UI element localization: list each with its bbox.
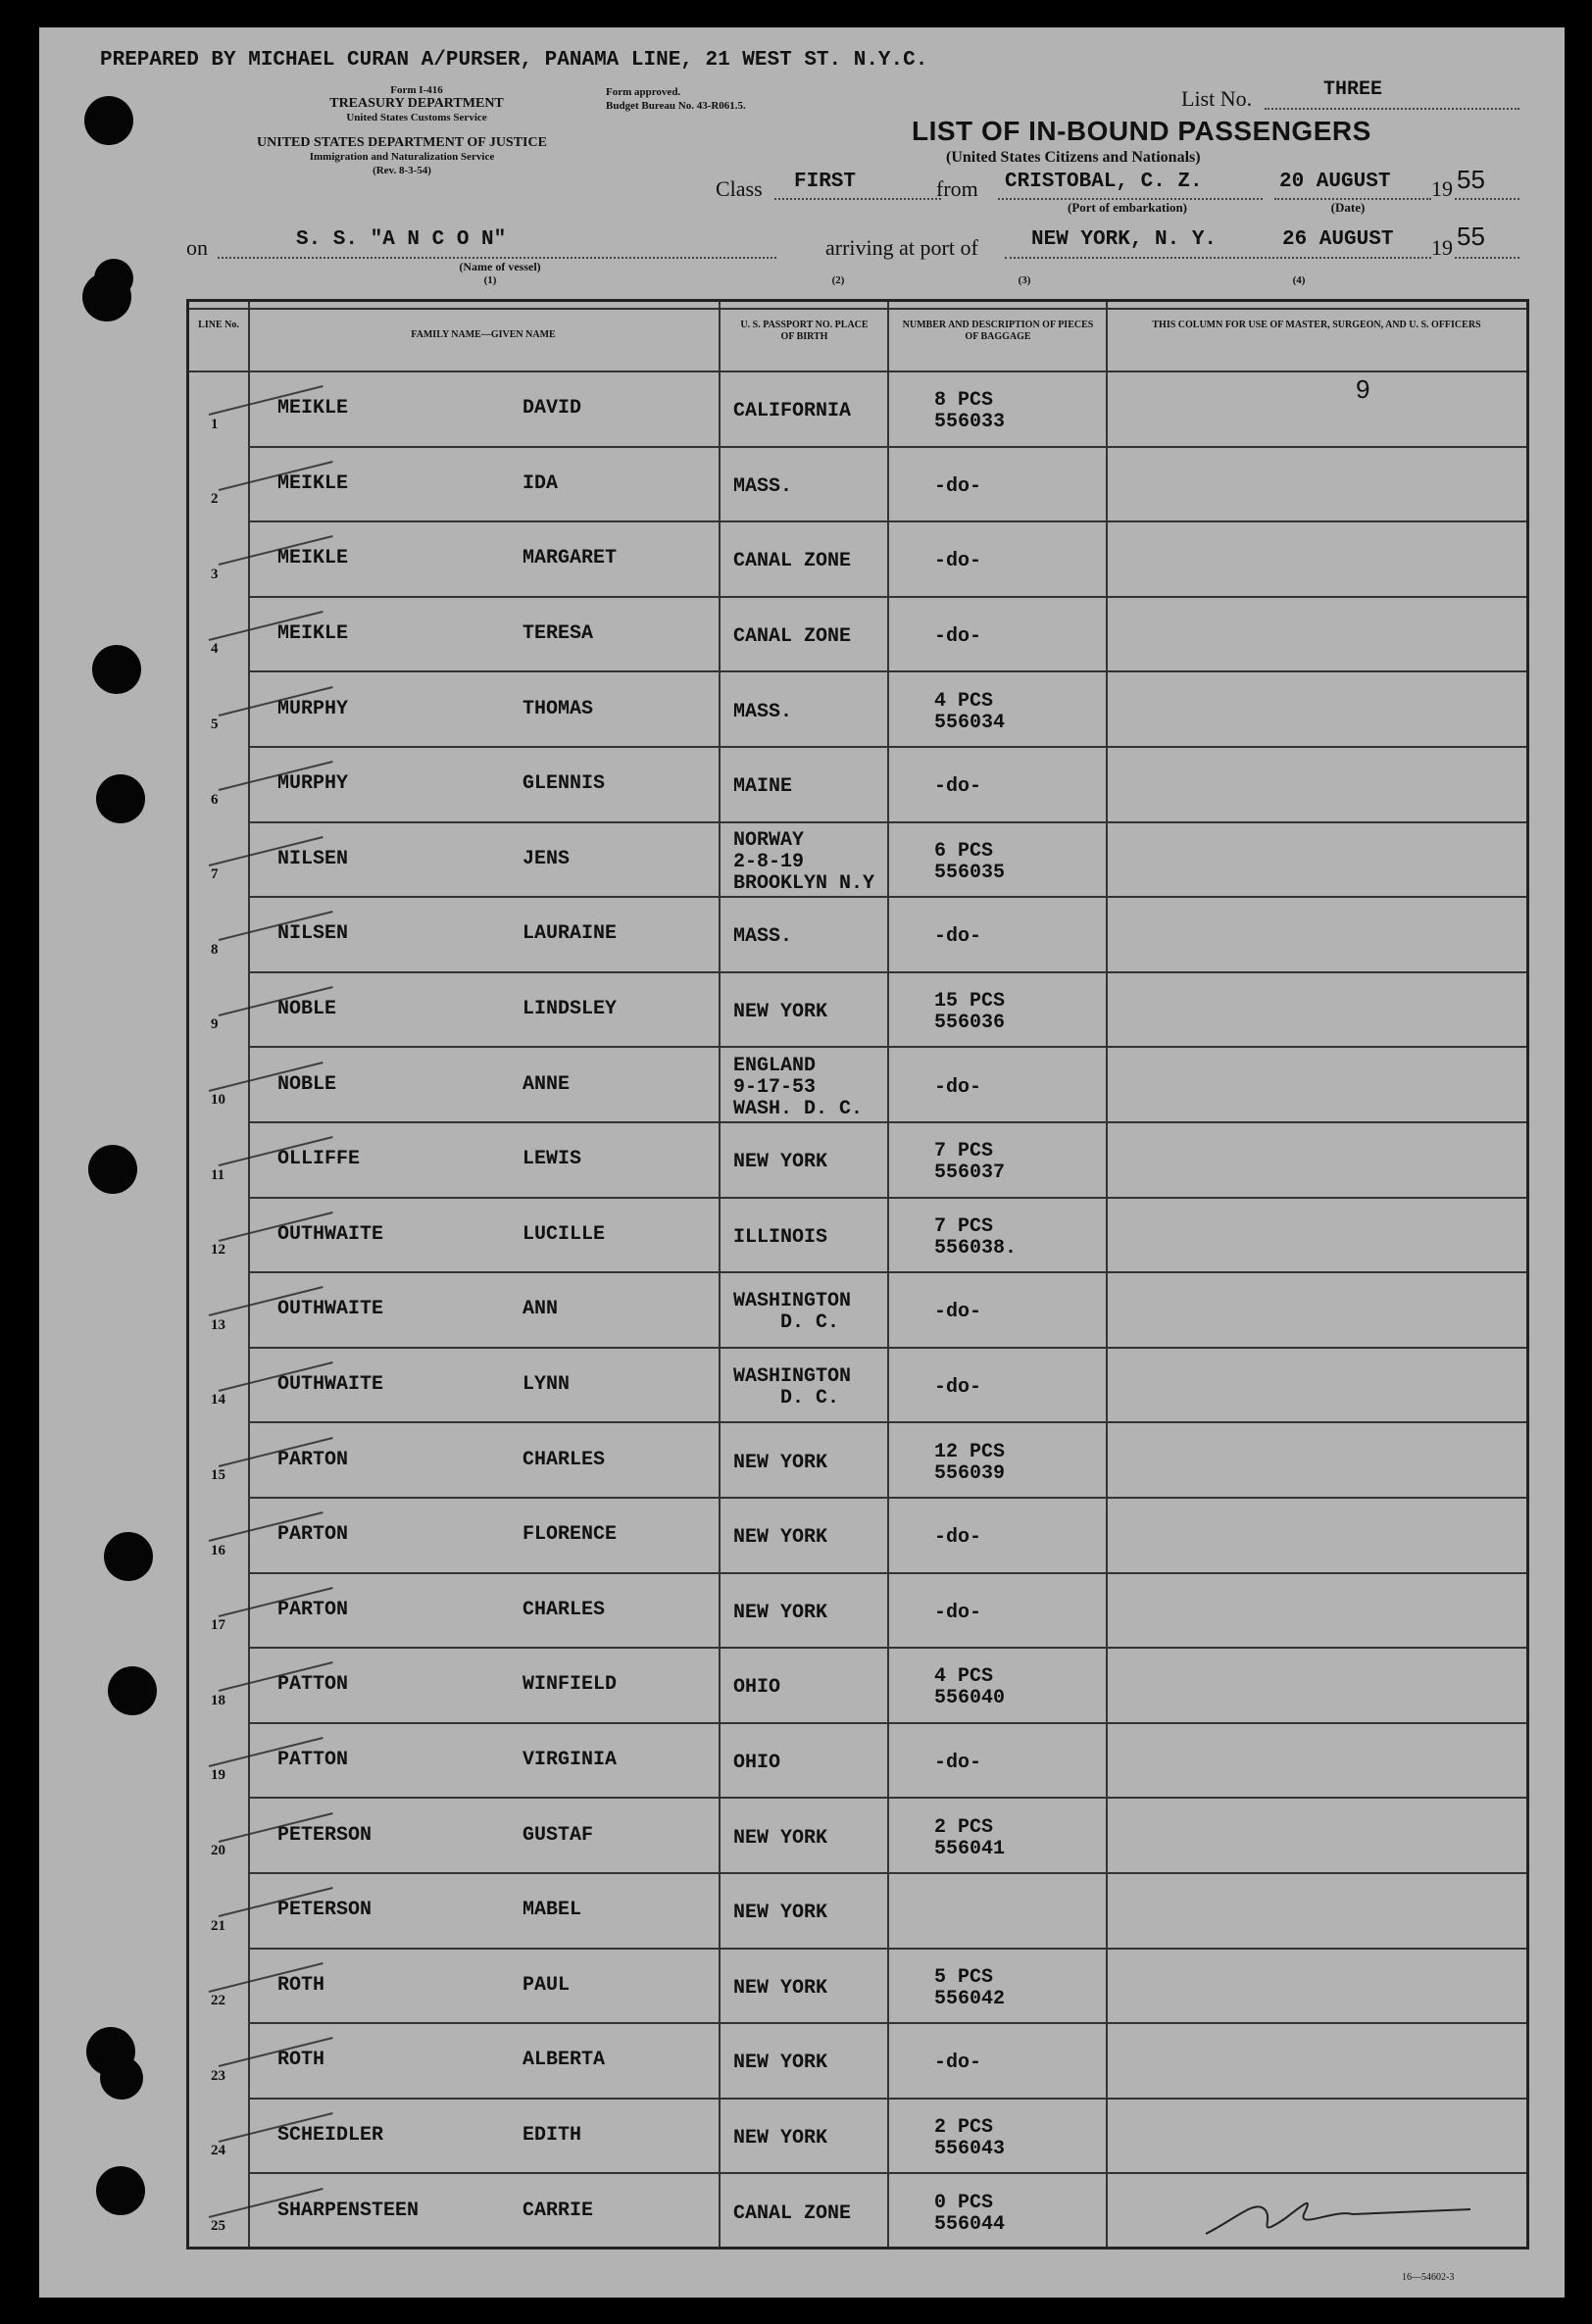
table-row: [189, 1347, 1526, 1422]
baggage-description: -do-: [934, 1601, 982, 1624]
baggage-description: -do-: [934, 1301, 982, 1324]
year-prefix-2: 19: [1431, 235, 1453, 260]
family-name: SCHEIDLER: [277, 2124, 384, 2148]
punch-hole: [100, 2056, 143, 2100]
table-row: [189, 1421, 1526, 1497]
year-prefix: 19: [1431, 176, 1453, 201]
line-number: 4: [211, 641, 219, 658]
given-name: MARGARET: [522, 547, 618, 570]
given-name: EDITH: [522, 2124, 582, 2148]
table-row: [189, 1872, 1526, 1948]
arrival-date: 26 AUGUST: [1282, 228, 1394, 251]
place-of-birth: CALIFORNIA: [733, 400, 852, 423]
place-of-birth: ENGLAND 9-17-53 WASH. D. C.: [733, 1054, 864, 1120]
table-row: [189, 446, 1526, 521]
given-name: VIRGINIA: [522, 1749, 618, 1772]
given-name: PAUL: [522, 1973, 571, 1997]
baggage-description: -do-: [934, 2052, 982, 2075]
line-number: 24: [211, 2143, 225, 2159]
header-officer: THIS COLUMN FOR USE OF MASTER, SURGEON, AND U. S. OFFICERS: [1152, 320, 1481, 330]
given-name: LAURAINE: [522, 922, 618, 946]
col-num-1: (1): [483, 274, 497, 286]
baggage-description: -do-: [934, 1075, 982, 1099]
line-number: 22: [211, 1993, 225, 2009]
family-name: SHARPENSTEEN: [277, 2199, 420, 2222]
line-number: 6: [211, 791, 219, 808]
table-row: [189, 596, 1526, 671]
family-name: NOBLE: [277, 1072, 337, 1096]
place-of-birth: WASHINGTON D. C.: [733, 1290, 852, 1335]
line-number: 8: [211, 941, 219, 958]
family-name: OUTHWAITE: [277, 1373, 384, 1397]
punch-hole: [96, 774, 145, 823]
justice-department: UNITED STATES DEPARTMENT OF JUSTICE: [257, 135, 547, 150]
line-number: 16: [211, 1542, 225, 1558]
on-label: on: [186, 235, 208, 260]
arriving-label: arriving at port of: [825, 235, 978, 260]
place-of-birth: NEW YORK: [733, 2052, 828, 2075]
given-name: TERESA: [522, 622, 594, 646]
given-name: LUCILLE: [522, 1222, 606, 1246]
baggage-description: 7 PCS 556037: [934, 1140, 1006, 1185]
baggage-description: 4 PCS 556034: [934, 689, 1006, 734]
place-of-birth: CANAL ZONE: [733, 2201, 852, 2225]
baggage-description: 8 PCS 556033: [934, 389, 1006, 434]
line-number: 10: [211, 1091, 225, 1108]
line-number: 17: [211, 1617, 225, 1634]
given-name: CHARLES: [522, 1448, 606, 1471]
header-line-no: LINE No.: [198, 320, 239, 330]
class-value: FIRST: [794, 171, 857, 193]
place-of-birth: MASS.: [733, 700, 793, 723]
form-approved: Form approved.: [606, 86, 681, 98]
line-number: 5: [211, 716, 219, 732]
line-number: 9: [211, 1016, 219, 1033]
baggage-description: -do-: [934, 625, 982, 649]
table-row: [189, 1572, 1526, 1648]
place-of-birth: ILLINOIS: [733, 1225, 828, 1249]
punch-hole: [88, 1145, 137, 1194]
col-num-4: (4): [1292, 274, 1306, 286]
form-title: LIST OF IN-BOUND PASSENGERS: [912, 116, 1371, 146]
table-row: [189, 746, 1526, 821]
table-row: [189, 1271, 1526, 1347]
line-number: 14: [211, 1392, 225, 1409]
punch-hole: [108, 1666, 157, 1715]
table-row: [189, 670, 1526, 746]
place-of-birth: NEW YORK: [733, 1526, 828, 1550]
line-number: 1: [211, 416, 219, 432]
punch-hole: [96, 2166, 145, 2215]
table-row: [189, 520, 1526, 596]
line-number: 12: [211, 1242, 225, 1259]
baggage-description: -do-: [934, 775, 982, 799]
from-label: from: [936, 176, 978, 201]
port-embarkation-caption: (Port of embarkation): [1067, 200, 1188, 215]
form-code: 16—54602-3: [1402, 2272, 1455, 2283]
place-of-birth: NEW YORK: [733, 1601, 828, 1624]
line-number: 7: [211, 866, 219, 883]
col-num-2: (2): [831, 274, 845, 286]
family-name: PETERSON: [277, 1823, 373, 1847]
table-row: [189, 1121, 1526, 1197]
baggage-description: 7 PCS 556038.: [934, 1214, 1018, 1260]
line-number: 2: [211, 491, 219, 508]
place-of-birth: OHIO: [733, 1752, 781, 1775]
place-of-birth: NEW YORK: [733, 2127, 828, 2151]
family-name: OLLIFFE: [277, 1148, 361, 1171]
table-row: [189, 2022, 1526, 2098]
line-number: 3: [211, 566, 219, 582]
family-name: MURPHY: [277, 772, 349, 796]
col-num-3: (3): [1018, 274, 1031, 286]
class-label: Class: [716, 176, 763, 201]
place-of-birth: MASS.: [733, 474, 793, 498]
table-row: [189, 2098, 1526, 2173]
form-subtitle: (United States Citizens and Nationals): [946, 149, 1201, 166]
line-number: 15: [211, 1466, 225, 1483]
baggage-description: -do-: [934, 925, 982, 949]
given-name: ANNE: [522, 1072, 571, 1096]
given-name: JENS: [522, 847, 571, 870]
family-name: PATTON: [277, 1673, 349, 1697]
baggage-description: 0 PCS 556044: [934, 2191, 1006, 2236]
departure-year: 55: [1457, 165, 1485, 194]
document-page: [39, 27, 1565, 2298]
place-of-birth: OHIO: [733, 1676, 781, 1700]
place-of-birth: NEW YORK: [733, 1826, 828, 1850]
family-name: PARTON: [277, 1523, 349, 1547]
given-name: CARRIE: [522, 2199, 594, 2222]
table-row: [189, 971, 1526, 1047]
family-name: PATTON: [277, 1749, 349, 1772]
line-number: 11: [211, 1166, 225, 1183]
given-name: ALBERTA: [522, 2049, 606, 2072]
given-name: DAVID: [522, 397, 582, 420]
baggage-description: 12 PCS 556039: [934, 1440, 1006, 1485]
given-name: LINDSLEY: [522, 998, 618, 1021]
given-name: LYNN: [522, 1373, 571, 1397]
revision-date: (Rev. 8-3-54): [373, 165, 431, 176]
place-of-birth: NORWAY 2-8-19 BROOKLYN N.Y: [733, 828, 875, 895]
table-row: [189, 896, 1526, 971]
list-no-value: THREE: [1323, 78, 1383, 101]
family-name: MEIKLE: [277, 622, 349, 646]
line-number: 25: [211, 2217, 225, 2234]
header-name: FAMILY NAME—GIVEN NAME: [411, 329, 556, 340]
baggage-description: 2 PCS 556041: [934, 1815, 1006, 1860]
given-name: LEWIS: [522, 1148, 582, 1171]
vessel-name: S. S. "A N C O N": [296, 228, 507, 251]
place-of-birth: NEW YORK: [733, 1151, 828, 1174]
baggage-description: -do-: [934, 550, 982, 573]
table-row: [189, 371, 1526, 446]
signature-mark: [1196, 2180, 1490, 2249]
table-row: [189, 1046, 1526, 1121]
table-row: [189, 1497, 1526, 1572]
place-of-birth: NEW YORK: [733, 1976, 828, 2000]
line-number: 23: [211, 2067, 225, 2084]
customs-service: United States Customs Service: [346, 112, 487, 124]
family-name: OUTHWAITE: [277, 1298, 384, 1321]
place-of-birth: CANAL ZONE: [733, 625, 852, 649]
family-name: MEIKLE: [277, 547, 349, 570]
family-name: PARTON: [277, 1598, 349, 1621]
punch-hole: [94, 259, 133, 298]
family-name: NILSEN: [277, 847, 349, 870]
given-name: GLENNIS: [522, 772, 606, 796]
place-of-birth: WASHINGTON D. C.: [733, 1365, 852, 1410]
family-name: MURPHY: [277, 697, 349, 720]
form-number: Form I-416: [390, 84, 443, 96]
punch-hole: [92, 645, 141, 694]
given-name: ANN: [522, 1298, 559, 1321]
table-row: [189, 1948, 1526, 2023]
place-of-birth: NEW YORK: [733, 1001, 828, 1024]
header-passport: U. S. PASSPORT NO. PLACE OF BIRTH: [740, 320, 869, 342]
family-name: MEIKLE: [277, 471, 349, 495]
family-name: ROTH: [277, 2049, 325, 2072]
arrival-port: NEW YORK, N. Y.: [1031, 228, 1218, 251]
family-name: PETERSON: [277, 1899, 373, 1922]
punch-hole: [104, 1532, 153, 1581]
baggage-description: -do-: [934, 474, 982, 498]
baggage-description: 15 PCS 556036: [934, 990, 1006, 1035]
family-name: PARTON: [277, 1448, 349, 1471]
table-row: [189, 1197, 1526, 1272]
given-name: FLORENCE: [522, 1523, 618, 1547]
port-of-embarkation: CRISTOBAL, C. Z.: [1005, 171, 1203, 193]
given-name: WINFIELD: [522, 1673, 618, 1697]
place-of-birth: CANAL ZONE: [733, 550, 852, 573]
punch-hole: [84, 96, 133, 145]
table-row: [189, 1722, 1526, 1798]
family-name: MEIKLE: [277, 397, 349, 420]
treasury-department: TREASURY DEPARTMENT: [329, 96, 504, 111]
date-caption: (Date): [1330, 200, 1366, 215]
line-number: 13: [211, 1316, 225, 1333]
vessel-caption: (Name of vessel): [459, 260, 541, 273]
given-name: MABEL: [522, 1899, 582, 1922]
family-name: OUTHWAITE: [277, 1222, 384, 1246]
baggage-description: 6 PCS 556035: [934, 839, 1006, 884]
passenger-table: [186, 299, 1529, 2250]
immigration-service: Immigration and Naturalization Service: [309, 151, 495, 163]
table-row: [189, 1647, 1526, 1722]
baggage-description: -do-: [934, 1526, 982, 1550]
baggage-description: 2 PCS 556043: [934, 2116, 1006, 2161]
family-name: NILSEN: [277, 922, 349, 946]
family-name: NOBLE: [277, 998, 337, 1021]
arrival-year: 55: [1457, 222, 1485, 251]
line-number: 18: [211, 1692, 225, 1708]
header-baggage: NUMBER AND DESCRIPTION OF PIECES OF BAGGAGE: [902, 320, 1094, 342]
place-of-birth: NEW YORK: [733, 1451, 828, 1474]
officer-note: 9: [1356, 374, 1370, 404]
table-row: [189, 1797, 1526, 1872]
budget-bureau: Budget Bureau No. 43-R061.5.: [606, 100, 746, 112]
given-name: THOMAS: [522, 697, 594, 720]
line-number: 20: [211, 1842, 225, 1858]
place-of-birth: NEW YORK: [733, 1902, 828, 1925]
place-of-birth: MASS.: [733, 925, 793, 949]
line-number: 21: [211, 1917, 225, 1934]
list-no-label: List No.: [1181, 86, 1253, 111]
preparer-stamp: PREPARED BY MICHAEL CURAN A/PURSER, PANAMA LINE, 21 WEST ST. N.Y.C.: [100, 49, 928, 72]
baggage-description: -do-: [934, 1752, 982, 1775]
family-name: ROTH: [277, 1973, 325, 1997]
table-row: [189, 821, 1526, 897]
given-name: GUSTAF: [522, 1823, 594, 1847]
baggage-description: 4 PCS 556040: [934, 1665, 1006, 1710]
line-number: 19: [211, 1767, 225, 1784]
given-name: IDA: [522, 471, 559, 495]
departure-date: 20 AUGUST: [1279, 171, 1391, 193]
baggage-description: -do-: [934, 1376, 982, 1400]
given-name: CHARLES: [522, 1598, 606, 1621]
place-of-birth: MAINE: [733, 775, 793, 799]
baggage-description: 5 PCS 556042: [934, 1965, 1006, 2010]
